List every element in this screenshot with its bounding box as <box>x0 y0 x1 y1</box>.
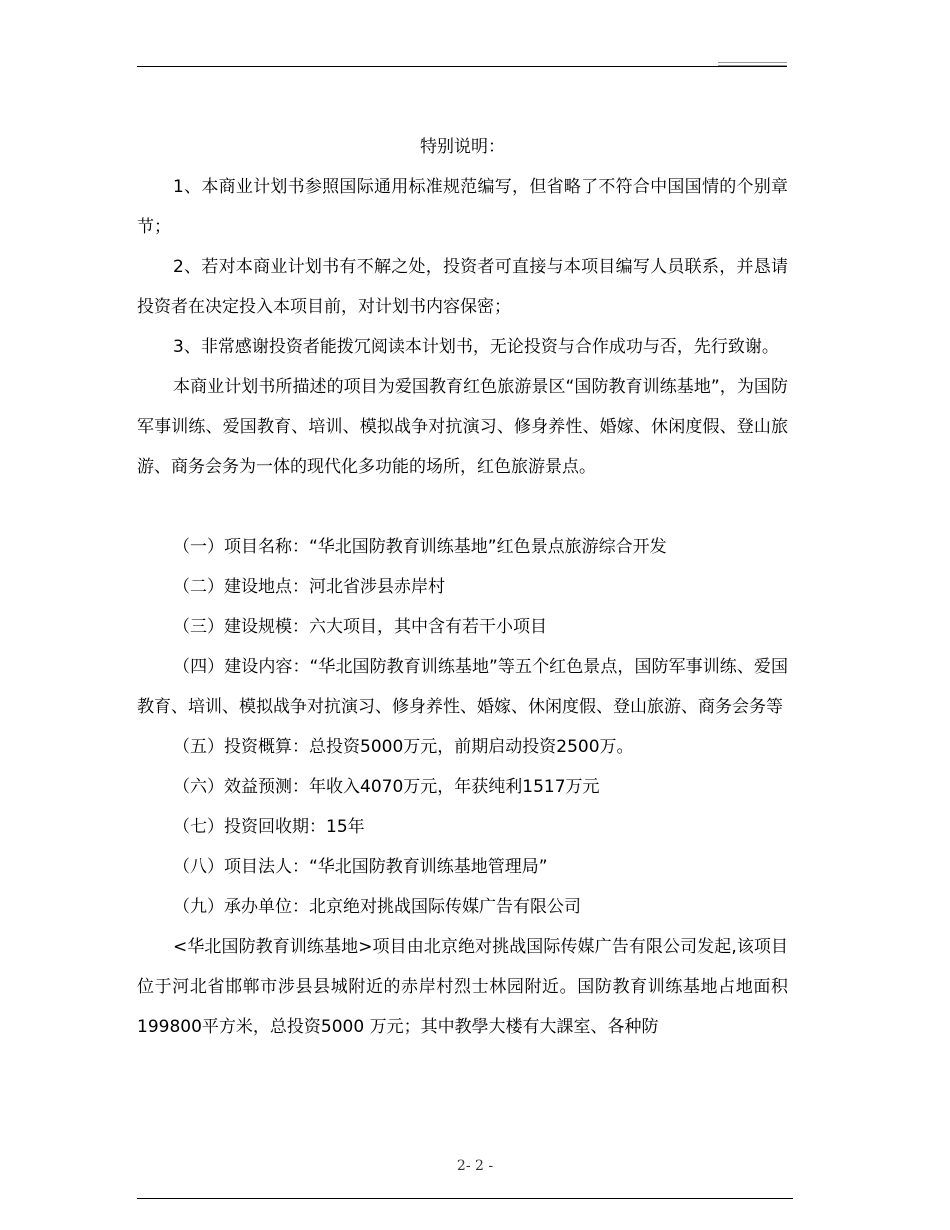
footer-rule <box>137 1198 793 1199</box>
item-content: （四）建设内容：“华北国防教育训练基地”等五个红色景点，国防军事训练、爱国教育、培训、模拟战争对抗演习、修身养性、婚嫁、休闲度假、登山旅游、商务会务等 <box>137 657 788 717</box>
intro-paragraph: 本商业计划书所描述的项目为爱国教育红色旅游景区“国防教育训练基地”，为国防军事训练、爱国教育、培训、模拟战争对抗演习、修身养性、婚嫁、休闲度假、登山旅游、商务会务为一体的现代化多功能的场所，红色旅游景点。 <box>137 377 788 477</box>
document-body <box>137 127 788 1047</box>
section-spacer <box>137 487 788 527</box>
header-rule-accent <box>718 62 787 66</box>
item-project-name: （一）项目名称：“华北国防教育训练基地”红色景点旅游综合开发 <box>173 537 667 557</box>
item-organizer: （九）承办单位：北京绝对挑战国际传媒广告有限公司 <box>173 897 581 917</box>
item-benefit: （六）效益预测：年收入4070万元，年获纯利1517万元 <box>173 777 600 797</box>
page-number: 2- 2 - <box>456 1158 494 1174</box>
closing-paragraph: <华北国防教育训练基地>项目由北京绝对挑战国际传媒广告有限公司发起,该项目位于河北省邯郸市涉县县城附近的赤岸村烈士林园附近。国防教育训练基地占地面积199800平方米，总投资5000 万元；其中教學大楼有大課室、各种防 <box>137 937 788 1037</box>
item-payback: （七）投资回收期：15年 <box>173 817 365 837</box>
item-investment: （五）投资概算：总投资5000万元，前期启动投资2500万。 <box>173 737 634 757</box>
note-3: 3、非常感谢投资者能拨冗阅读本计划书，无论投资与合作成功与否，先行致谢。 <box>173 337 779 357</box>
special-notes-heading: 特别说明： <box>420 137 505 157</box>
note-1: 1、本商业计划书参照国际通用标准规范编写，但省略了不符合中国国情的个别章节； <box>137 177 788 237</box>
item-legal-entity: （八）项目法人：“华北国防教育训练基地管理局” <box>173 857 548 877</box>
item-scale: （三）建设规模：六大项目，其中含有若干小项目 <box>173 617 547 637</box>
item-location: （二）建设地点：河北省涉县赤岸村 <box>173 577 445 597</box>
header-rule <box>137 66 787 67</box>
note-2: 2、若对本商业计划书有不解之处，投资者可直接与本项目编写人员联系，并恳请投资者在决定投入本项目前，对计划书内容保密； <box>137 257 788 317</box>
